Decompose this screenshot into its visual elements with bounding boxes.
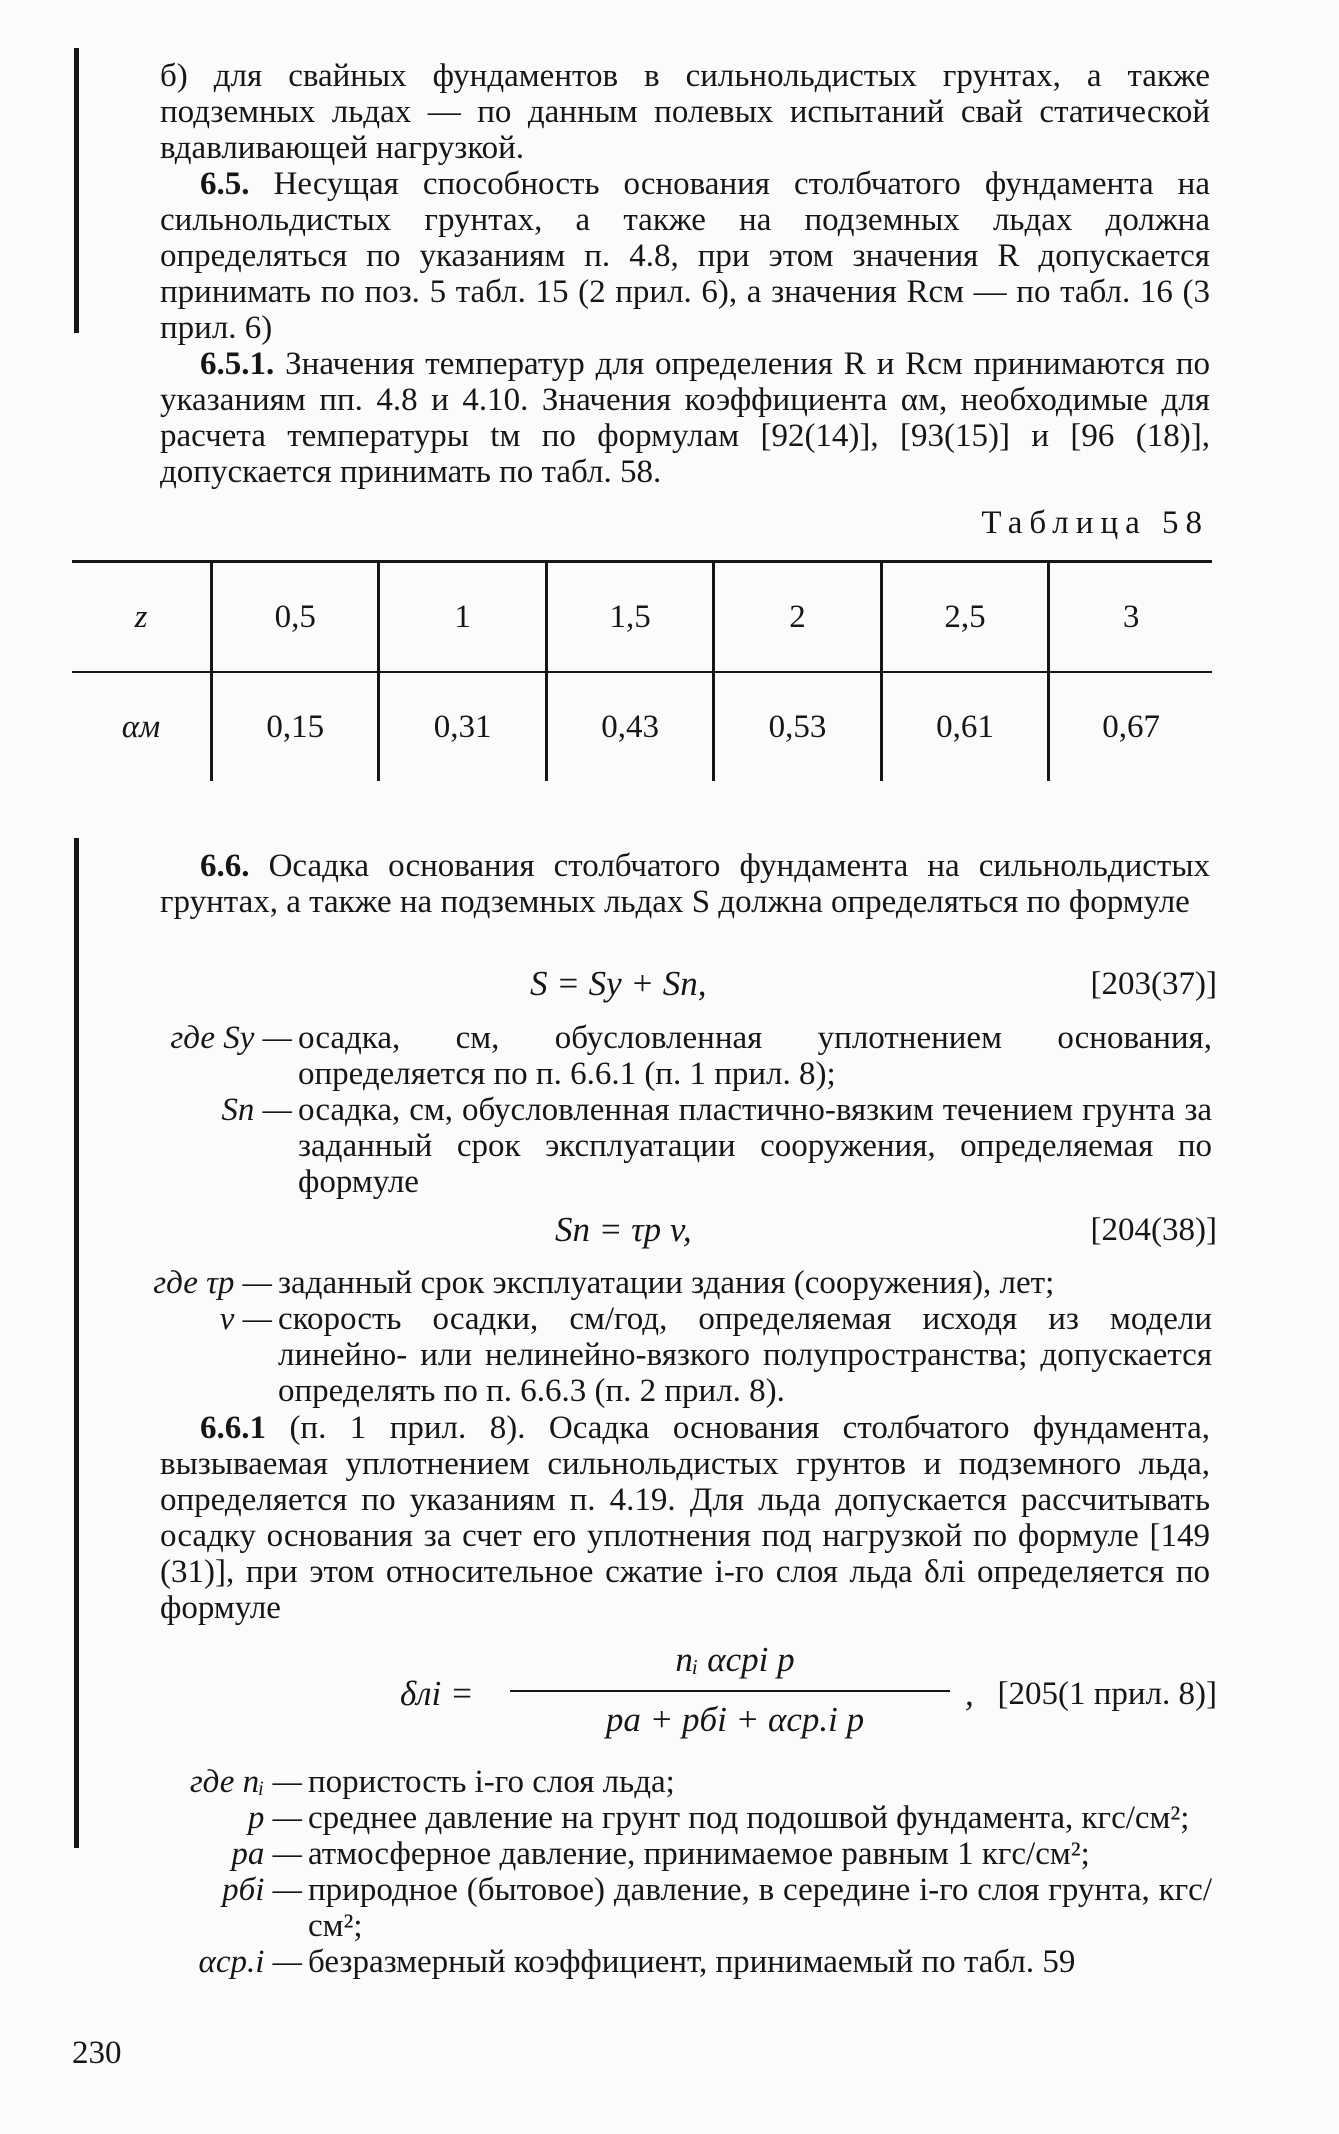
clause-number: 6.5.1.: [200, 346, 275, 382]
definition-text: безразмерный коэффициент, принимаемый по табл. 59: [308, 1944, 1076, 1980]
formula-205-denominator: pа + pбi + αср.i p: [605, 1700, 865, 1739]
formula-205-lhs: δлi =: [400, 1674, 474, 1713]
formula-number-204: [204(38)]: [1090, 1212, 1217, 1248]
definition-symbol: где nᵢ —: [189, 1764, 302, 1800]
table-cell: 1,5: [546, 563, 713, 672]
table-cell: 0,53: [714, 672, 881, 781]
formula-205-numerator: nᵢ αсрi p: [675, 1640, 795, 1679]
definition-item: [110, 1020, 1212, 1092]
table-cell: 3: [1049, 563, 1212, 672]
definition-symbol: v —: [219, 1301, 272, 1337]
definition-item: [110, 1092, 1212, 1200]
table-cell: 2: [714, 563, 881, 672]
definitions-203: [110, 1020, 1212, 1200]
table-cell: 0,67: [1049, 672, 1212, 781]
clause-text: Значения температур для определения R и Rсм принимаются по указаниям пп. 4.8 и 4.10. Значения коэффициента αм, необходимые для расчета температуры tм по формулам [92(14)], [93(15)] и [96 (18)], допускается принимать по табл. 58.: [160, 346, 1210, 490]
definition-text: атмосферное давление, принимаемое равным 1 кгс/см²;: [308, 1836, 1090, 1872]
clause-number: 6.6.1: [200, 1410, 266, 1446]
definition-item: [110, 1872, 1212, 1944]
paragraph-6-5-1: [160, 346, 1210, 490]
definition-item: [110, 1764, 1212, 1800]
definition-symbol: pбi —: [222, 1872, 302, 1908]
formula-number-205: [205(1 прил. 8)]: [997, 1676, 1217, 1712]
paragraph-6-6-1: [160, 1410, 1210, 1626]
fraction-bar: [510, 1690, 950, 1692]
definition-symbol: где τр —: [153, 1265, 272, 1301]
definition-text: осадка, см, обусловленная уплотнением основания, определяется по п. 6.6.1 (п. 1 прил. 8);: [298, 1020, 1212, 1092]
table-cell: 0,43: [546, 672, 713, 781]
clause-text: Несущая способность основания столбчатого фундамента на сильнольдистых грунтах, а также на подземных льдах должна определяться по указаниям п. 4.8, при этом значения R допускается принимать по поз. 5 табл. 15 (2 прил. 6), а значения Rсм — по табл. 16 (3 прил. 6): [160, 166, 1210, 346]
definition-symbol: где Sу —: [170, 1020, 292, 1056]
page-number: 230: [72, 2035, 122, 2071]
definition-text: осадка, см, обусловленная пластично-вязким течением грунта за заданный срок эксплуатации сооружения, определяемая по формуле: [298, 1092, 1212, 1200]
table-cell: z: [72, 563, 212, 672]
clause-number: 6.6.: [200, 848, 250, 884]
definition-text: заданный срок эксплуатации здания (сооружения), лет;: [278, 1265, 1055, 1301]
table-cell: 2,5: [881, 563, 1048, 672]
table-cell: 0,61: [881, 672, 1048, 781]
table-cell: 0,15: [212, 672, 379, 781]
definition-symbol: αср.i —: [198, 1944, 302, 1980]
formula-205-comma: ,: [965, 1674, 974, 1713]
definition-item: [110, 1800, 1212, 1836]
table-58: [72, 563, 1212, 781]
definition-symbol: Sп —: [221, 1092, 292, 1128]
definition-item: [110, 1301, 1212, 1409]
table-row: [72, 563, 1212, 672]
table-cell: 1: [379, 563, 546, 672]
definition-item: [110, 1265, 1212, 1301]
definitions-204: [110, 1265, 1212, 1409]
definitions-205: [110, 1764, 1212, 1980]
paragraph-b: б) для свайных фундаментов в сильнольдистых грунтах, а также подземных льдах — по данным полевых испытаний свай статической вдавливающей нагрузкой.: [160, 58, 1210, 166]
paragraph-6-5: [160, 166, 1210, 346]
table-row: [72, 672, 1212, 781]
definition-symbol: p —: [247, 1800, 302, 1836]
clause-text: (п. 1 прил. 8). Осадка основания столбчатого фундамента, вызываемая уплотнением сильнольдистых грунтов и подземного льда, определяется по указаниям п. 4.19. Для льда допускается рассчитывать осадку основания за счет его уплотнения под нагрузкой по формуле [149 (31)], при этом относительное сжатие i-го слоя льда δлi определяется по формуле: [160, 1410, 1210, 1626]
definition-text: природное (бытовое) давление, в середине i-го слоя грунта, кгс/см²;: [308, 1872, 1212, 1944]
formula-203: S = Sу + Sп,: [530, 964, 707, 1003]
definition-text: среднее давление на грунт под подошвой фундамента, кгс/см²;: [308, 1800, 1190, 1836]
clause-text: Осадка основания столбчатого фундамента на сильнольдистых грунтах, а также на подземных льдах S должна определяться по формуле: [160, 848, 1210, 920]
revision-bar-top: [74, 48, 79, 333]
definition-text: пористость i-го слоя льда;: [308, 1764, 675, 1800]
table-cell: αм: [121, 708, 161, 745]
definition-item: [110, 1836, 1212, 1872]
definition-text: скорость осадки, см/год, определяемая исходя из модели линейно- или нелинейно-вязкого полупространства; допускается определять по п. 6.6.3 (п. 2 прил. 8).: [278, 1301, 1212, 1409]
formula-number-203: [203(37)]: [1090, 966, 1217, 1002]
table-cell: 0,31: [379, 672, 546, 781]
definition-symbol: pа —: [231, 1836, 302, 1872]
table-caption: Таблица 58: [981, 505, 1209, 541]
clause-number: 6.5.: [200, 166, 250, 202]
table-cell: 0,5: [212, 563, 379, 672]
definition-item: [110, 1944, 1212, 1980]
formula-204: Sп = τр v,: [555, 1210, 692, 1249]
revision-bar-bottom: [74, 838, 79, 1848]
paragraph-6-6: [160, 848, 1210, 920]
